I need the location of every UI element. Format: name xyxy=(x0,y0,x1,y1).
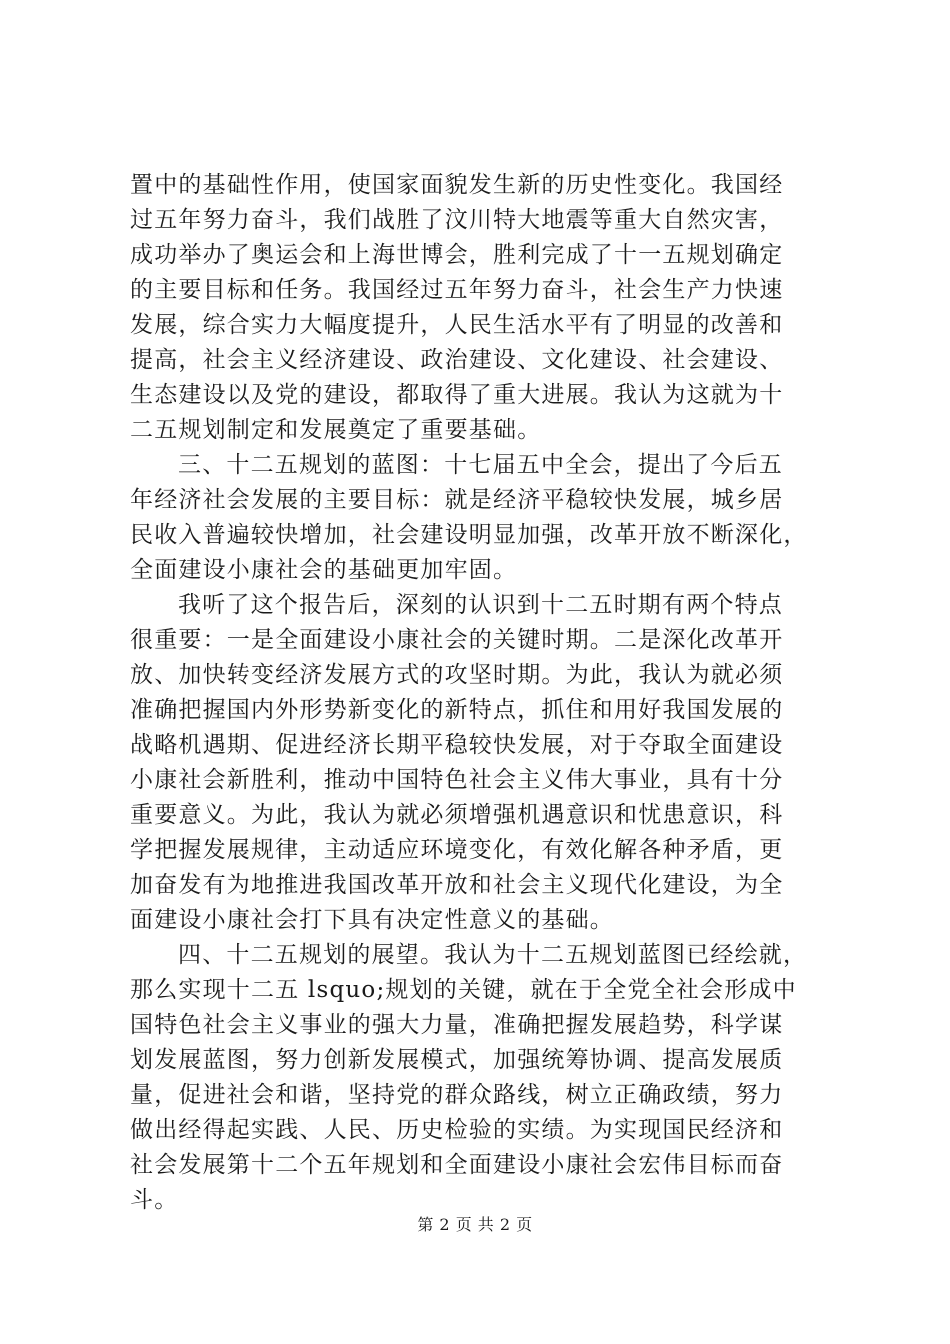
text-line: 那么实现十二五 lsquo;规划的关键，就在于全党全社会形成中 xyxy=(130,977,797,1003)
text-line: 面建设小康社会打下具有决定性意义的基础。 xyxy=(130,907,614,933)
text-line: 提高，社会主义经济建设、政治建设、文化建设、社会建设、 xyxy=(130,347,784,373)
text-line: 很重要：一是全面建设小康社会的关键时期。二是深化改革开 xyxy=(130,627,784,653)
text-line: 学把握发展规律，主动适应环境变化，有效化解各种矛盾，更 xyxy=(130,837,784,863)
text-line: 国特色社会主义事业的强大力量，准确把握发展趋势，科学谋 xyxy=(130,1012,784,1038)
text-line: 置中的基础性作用，使国家面貌发生新的历史性变化。我国经 xyxy=(130,172,784,198)
text-line: 年经济社会发展的主要目标：就是经济平稳较快发展，城乡居 xyxy=(130,487,784,513)
document-body xyxy=(130,168,830,1218)
text-line: 的主要目标和任务。我国经过五年努力奋斗，社会生产力快速 xyxy=(130,277,784,303)
text-line: 放、加快转变经济发展方式的攻坚时期。为此，我认为就必须 xyxy=(130,662,784,688)
text-line: 三、十二五规划的蓝图：十七届五中全会，提出了今后五 xyxy=(178,452,783,478)
text-line: 民收入普遍较快增加，社会建设明显加强，改革开放不断深化， xyxy=(130,522,808,548)
text-line: 过五年努力奋斗，我们战胜了汶川特大地震等重大自然灾害， xyxy=(130,207,784,233)
text-line: 我听了这个报告后，深刻的认识到十二五时期有两个特点 xyxy=(178,592,783,618)
text-line: 全面建设小康社会的基础更加牢固。 xyxy=(130,557,518,583)
text-line: 做出经得起实践、人民、历史检验的实绩。为实现国民经济和 xyxy=(130,1117,784,1143)
text-line: 斗。 xyxy=(130,1187,179,1213)
text-line: 量，促进社会和谐，坚持党的群众路线，树立正确政绩，努力 xyxy=(130,1082,784,1108)
text-line: 生态建设以及党的建设，都取得了重大进展。我认为这就为十 xyxy=(130,382,784,408)
text-line: 准确把握国内外形势新变化的新特点，抓住和用好我国发展的 xyxy=(130,697,784,723)
text-line: 战略机遇期、促进经济长期平稳较快发展，对于夺取全面建设 xyxy=(130,732,784,758)
text-line: 社会发展第十二个五年规划和全面建设小康社会宏伟目标而奋 xyxy=(130,1152,784,1178)
text-line: 成功举办了奥运会和上海世博会，胜利完成了十一五规划确定 xyxy=(130,242,784,268)
text-line: 重要意义。为此，我认为就必须增强机遇意识和忧患意识，科 xyxy=(130,802,784,828)
text-line: 小康社会新胜利，推动中国特色社会主义伟大事业，具有十分 xyxy=(130,767,784,793)
text-line: 加奋发有为地推进我国改革开放和社会主义现代化建设，为全 xyxy=(130,872,784,898)
text-line: 四、十二五规划的展望。我认为十二五规划蓝图已经绘就， xyxy=(178,942,808,968)
page-footer: 第 2 页 共 2 页 xyxy=(417,1215,533,1234)
text-line: 二五规划制定和发展奠定了重要基础。 xyxy=(130,417,542,443)
text-line: 发展，综合实力大幅度提升，人民生活水平有了明显的改善和 xyxy=(130,312,784,338)
text-line: 划发展蓝图，努力创新发展模式，加强统筹协调、提高发展质 xyxy=(130,1047,784,1073)
